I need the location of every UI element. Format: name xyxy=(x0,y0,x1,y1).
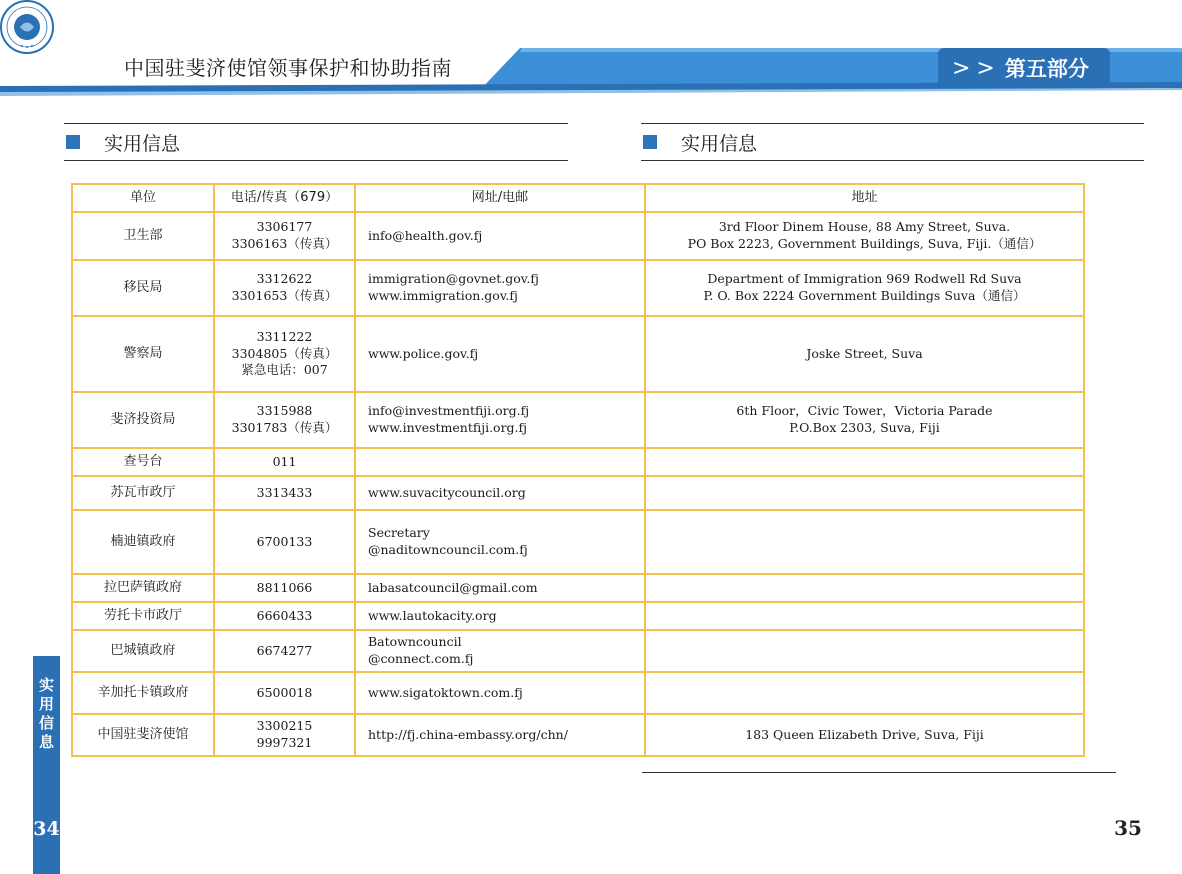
cell-tel-line: 3311222 xyxy=(256,328,313,344)
cell-tel-line: 3306163（传真） xyxy=(231,236,338,251)
cell-tel-line: 9997321 xyxy=(256,735,313,750)
cell-web xyxy=(355,448,645,476)
cell-tel-line: 3300215 xyxy=(256,718,313,734)
cell-tel-line: 3312622 xyxy=(256,271,313,287)
cell-tel-line: 6500018 xyxy=(256,684,313,700)
cell-web-line: immigration@govnet.gov.fj xyxy=(368,271,539,287)
cell-address xyxy=(645,476,1084,510)
cell-address xyxy=(645,714,1084,756)
cell-address-line: PO Box 2223, Government Buildings, Suva, Fiji.（通信） xyxy=(687,236,1042,251)
cell-web xyxy=(355,602,645,630)
cell-web xyxy=(355,574,645,602)
table-row xyxy=(72,630,1084,672)
cell-web-line: www.suvacitycouncil.org xyxy=(368,484,526,500)
table-row xyxy=(72,260,1084,316)
cell-address xyxy=(645,510,1084,574)
side-tab-char: 用 xyxy=(38,695,54,713)
cell-unit: 巴城镇政府 xyxy=(72,630,214,672)
cell-address-line: Department of Immigration 969 Rodwell Rd Suva xyxy=(707,271,1022,287)
cell-address-line: P. O. Box 2224 Government Buildings Suva（通信） xyxy=(703,288,1026,303)
cell-address xyxy=(645,392,1084,448)
cell-web-line: info@investmentfiji.org.fj xyxy=(368,403,530,419)
cell-tel xyxy=(214,212,355,260)
cell-tel-line: 6674277 xyxy=(256,642,313,658)
cell-tel-line: 3313433 xyxy=(256,484,313,500)
cell-unit: 斐济投资局 xyxy=(72,392,214,448)
part-label: 第五部分 xyxy=(1004,57,1089,81)
cell-web xyxy=(355,392,645,448)
cell-tel xyxy=(214,260,355,316)
contact-info-table xyxy=(71,183,1085,757)
cell-address-line: 183 Queen Elizabeth Drive, Suva, Fiji xyxy=(745,726,984,742)
table-row xyxy=(72,510,1084,574)
cell-unit: 查号台 xyxy=(72,448,214,476)
cell-unit: 劳托卡市政厅 xyxy=(72,602,214,630)
cell-tel-line: 8811066 xyxy=(256,579,313,595)
page-number-left: 34 xyxy=(33,818,60,840)
cell-address xyxy=(645,672,1084,714)
table-row xyxy=(72,316,1084,392)
cell-address xyxy=(645,212,1084,260)
cell-address-line: 3rd Floor Dinem House, 88 Amy Street, Suva. xyxy=(718,219,1011,235)
cell-address-line: Joske Street, Suva xyxy=(806,345,923,361)
cell-tel xyxy=(214,630,355,672)
cell-web xyxy=(355,260,645,316)
side-tab-char: 实 xyxy=(38,676,54,694)
cell-web-line: info@health.gov.fj xyxy=(368,227,483,243)
table-row xyxy=(72,574,1084,602)
side-tab-char: 信 xyxy=(38,714,54,732)
cell-address-line: P.O.Box 2303, Suva, Fiji xyxy=(789,420,940,435)
cell-web-line: Secretary xyxy=(368,525,430,541)
header-tel: 电话/传真（679） xyxy=(214,184,355,212)
cell-web xyxy=(355,672,645,714)
cell-tel-line: 3315988 xyxy=(256,403,313,419)
cell-tel xyxy=(214,714,355,756)
cell-tel xyxy=(214,448,355,476)
table-row xyxy=(72,212,1084,260)
cell-tel-line: 紧急电话：007 xyxy=(241,362,328,378)
table-row xyxy=(72,672,1084,714)
square-bullet-icon xyxy=(66,135,80,149)
cell-web-line: @connect.com.fj xyxy=(368,651,474,666)
page-number-right: 35 xyxy=(1114,816,1142,840)
header-address: 地址 xyxy=(645,184,1084,212)
consular-affairs-logo xyxy=(0,0,54,54)
cell-tel xyxy=(214,574,355,602)
cell-web-line: labasatcouncil@gmail.com xyxy=(368,579,538,595)
cell-unit: 中国驻斐济使馆 xyxy=(72,714,214,756)
cell-unit: 移民局 xyxy=(72,260,214,316)
cell-unit: 楠迪镇政府 xyxy=(72,510,214,574)
cell-web xyxy=(355,714,645,756)
cell-web-line: www.lautokacity.org xyxy=(368,607,497,623)
cell-address xyxy=(645,574,1084,602)
table-row xyxy=(72,714,1084,756)
part-badge xyxy=(938,48,1110,88)
cell-web xyxy=(355,476,645,510)
cell-unit: 警察局 xyxy=(72,316,214,392)
cell-web-line: www.immigration.gov.fj xyxy=(368,288,518,303)
table-row xyxy=(72,448,1084,476)
page-header xyxy=(0,0,1182,100)
cell-address xyxy=(645,448,1084,476)
cell-web-line: www.sigatoktown.com.fj xyxy=(368,684,523,700)
cell-unit: 苏瓦市政厅 xyxy=(72,476,214,510)
cell-address-line: 6th Floor，Civic Tower，Victoria Parade xyxy=(736,403,993,419)
cell-tel-line: 6660433 xyxy=(256,607,313,623)
section-heading-left-text: 实用信息 xyxy=(104,132,181,155)
cell-unit: 辛加托卡镇政府 xyxy=(72,672,214,714)
cell-web xyxy=(355,630,645,672)
cell-address xyxy=(645,316,1084,392)
table-row xyxy=(72,392,1084,448)
side-tab-label xyxy=(33,676,60,752)
cell-web-line: www.police.gov.fj xyxy=(368,345,479,361)
cell-tel-line: 3306177 xyxy=(256,219,313,235)
cell-tel-line: 3301783（传真） xyxy=(231,420,338,435)
square-bullet-icon xyxy=(643,135,657,149)
cell-web xyxy=(355,212,645,260)
cell-address xyxy=(645,602,1084,630)
cell-tel xyxy=(214,476,355,510)
cell-web-line: www.investmentfiji.org.fj xyxy=(368,420,528,435)
cell-tel-line: 3301653（传真） xyxy=(231,288,338,303)
side-tab-char: 息 xyxy=(38,733,54,751)
double-chevron-right-icon: >> xyxy=(952,55,1001,81)
cell-tel-line: 6700133 xyxy=(256,533,313,549)
cell-web-line: @naditowncouncil.com.fj xyxy=(368,542,528,557)
cell-tel-line: 3304805（传真） xyxy=(231,345,338,361)
cell-web-line: http://fj.china-embassy.org/chn/ xyxy=(368,726,568,742)
cell-tel xyxy=(214,392,355,448)
table-row xyxy=(72,602,1084,630)
cell-tel xyxy=(214,602,355,630)
cell-address xyxy=(645,260,1084,316)
cell-unit: 卫生部 xyxy=(72,212,214,260)
cell-unit: 拉巴萨镇政府 xyxy=(72,574,214,602)
cell-tel xyxy=(214,510,355,574)
cell-tel xyxy=(214,316,355,392)
cell-tel-line: 011 xyxy=(272,453,297,469)
document-title: 中国驻斐济使馆领事保护和协助指南 xyxy=(124,56,452,80)
section-heading-right xyxy=(641,123,1144,161)
cell-web-line: Batowncouncil xyxy=(368,634,462,650)
cell-address xyxy=(645,630,1084,672)
header-unit: 单位 xyxy=(72,184,214,212)
cell-web xyxy=(355,316,645,392)
cell-web xyxy=(355,510,645,574)
section-heading-left xyxy=(64,123,568,161)
footer-divider xyxy=(642,772,1116,773)
table-row xyxy=(72,476,1084,510)
table-header-row xyxy=(72,184,1084,212)
cell-tel xyxy=(214,672,355,714)
section-heading-right-text: 实用信息 xyxy=(681,132,758,155)
header-web: 网址/电邮 xyxy=(355,184,645,212)
